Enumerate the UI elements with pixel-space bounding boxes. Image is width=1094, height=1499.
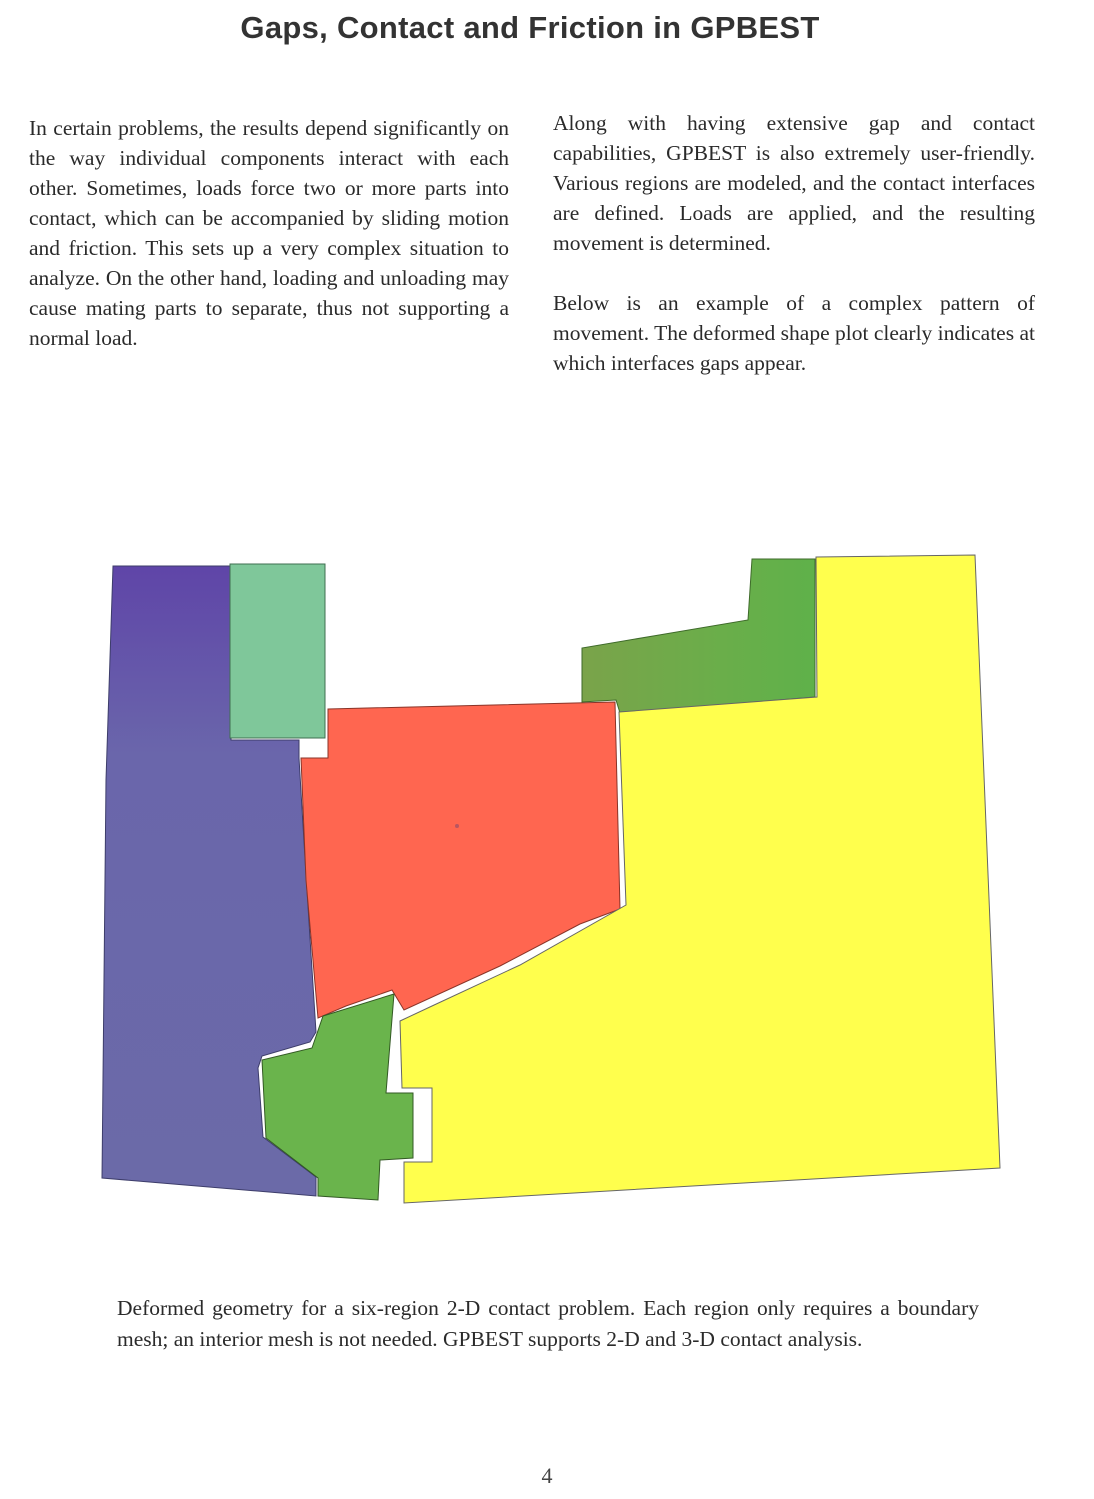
left-paragraph: In certain problems, the results depend significantly on the way individual components interact with each other. Sometimes, loads force two or more parts into contact, which can be accompanied by sliding motion and friction. This sets up a very complex situation to analyze. On the other hand, loading and unloading may cause mating parts to separate, thus not supporting a normal load. <box>29 116 509 350</box>
figure-caption: Deformed geometry for a six-region 2-D contact problem. Each region only requires a boundary mesh; an interior mesh is not needed. GPBEST supports 2-D and 3-D contact analysis. <box>117 1296 979 1351</box>
right-column <box>553 108 1035 378</box>
ink-speck <box>455 824 459 828</box>
region-teal <box>230 564 325 738</box>
left-column <box>29 113 509 353</box>
right-paragraph-1: Along with having extensive gap and contact capabilities, GPBEST is also extremely user-friendly. Various regions are modeled, and the contact interfaces are defined. Loads are applied, and the resulting movement is determined. <box>553 111 1035 255</box>
right-paragraph-2: Below is an example of a complex pattern of movement. The deformed shape plot clearly indicates at which interfaces gaps appear. <box>553 291 1035 375</box>
deformed-geometry-figure <box>0 540 1094 1220</box>
page-number: 4 <box>541 1463 553 1488</box>
deformed-geometry-plot <box>0 540 1094 1220</box>
page-title: Gaps, Contact and Friction in GPBEST <box>240 10 820 45</box>
region-green-top <box>582 559 815 713</box>
